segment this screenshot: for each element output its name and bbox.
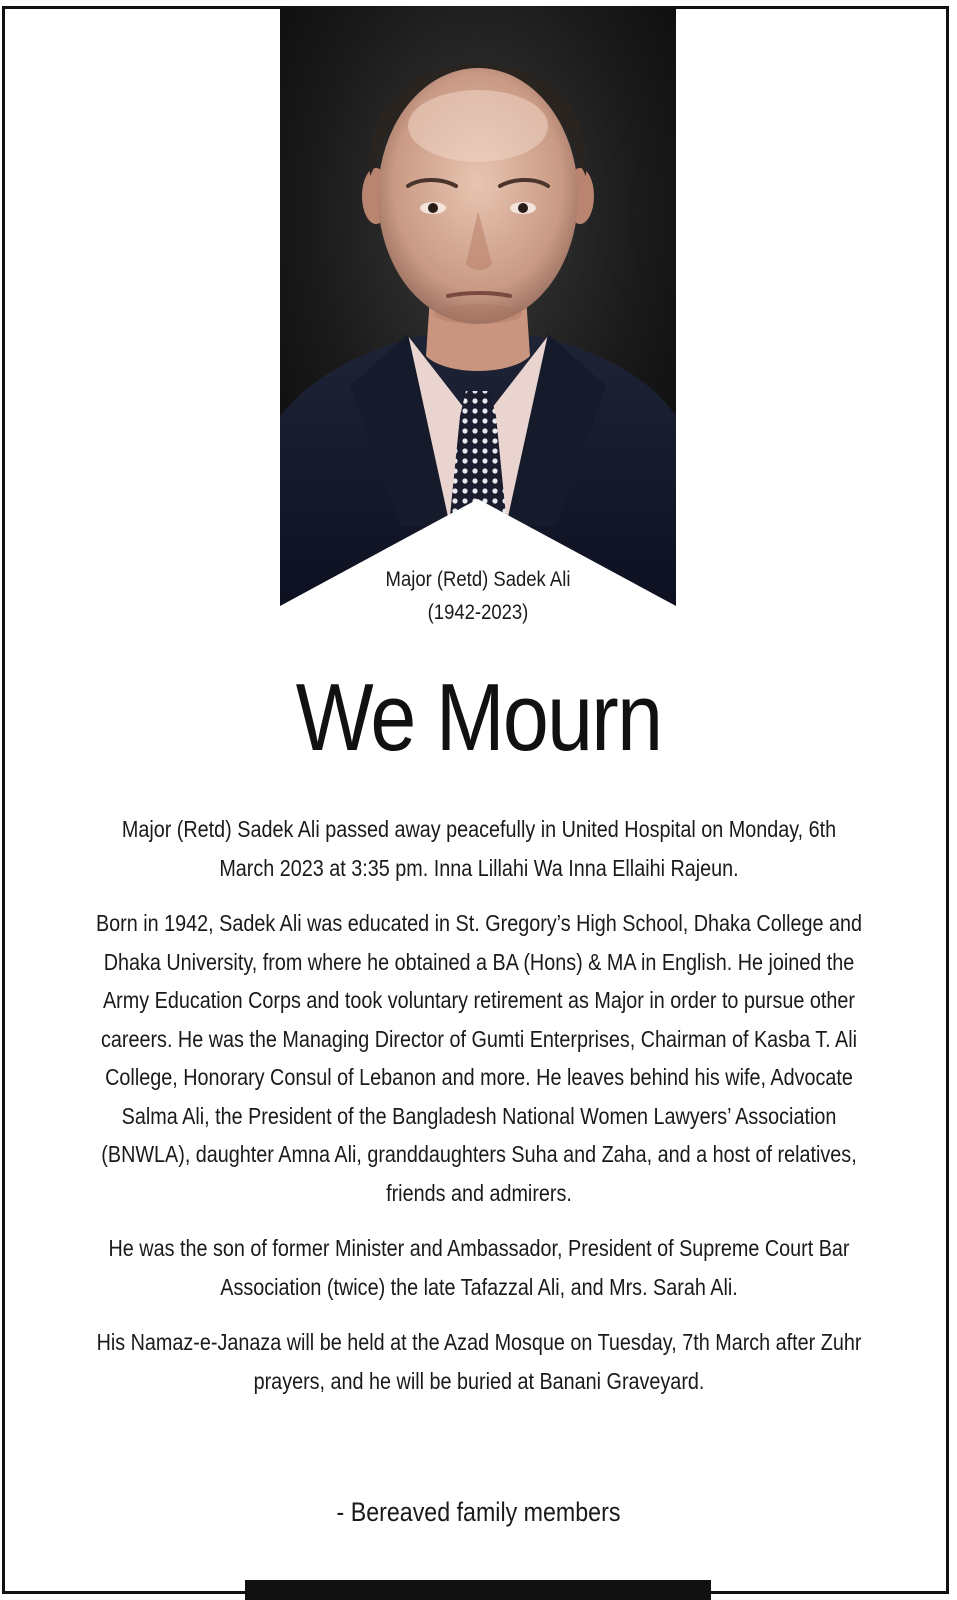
- portrait-caption: [304, 563, 652, 629]
- portrait-photo: [280, 6, 676, 606]
- subject-years: (1942-2023): [427, 601, 529, 624]
- paragraph-biography: Born in 1942, Sadek Ali was educated in St. Gregory’s High School, Dhaka College and Dhaka University, from where he obtained a BA (Hons) & MA in English. He joined the Army Education Corps and took voluntary retirement as Major in order to pursue other careers. He was the Managing Director of Gumti Enterprises, Chairman of Kasba T. Ali College, Honorary Consul of Lebanon and more. He leaves behind his wife, Advocate Salma Ali, the President of the Bangladesh National Women Lawyers’ Association (BNWLA), daughter Amna Ali, granddaughters Suha and Zaha, and a host of relatives, friends and admirers.: [95, 910, 863, 1206]
- obituary-body: [95, 810, 862, 1417]
- bottom-bar: [245, 1580, 711, 1600]
- paragraph-passing: Major (Retd) Sadek Ali passed away peacefully in United Hospital on Monday, 6th March 2023 at 3:35 pm. Inna Lillahi Wa Inna Ellaihi Rajeun.: [121, 816, 837, 881]
- sign-off: - Bereaved family members: [336, 1497, 621, 1527]
- headline: We Mourn: [295, 664, 662, 771]
- paragraph-janaza: His Namaz-e-Janaza will be held at the Azad Mosque on Tuesday, 7th March after Zuhr prayers, and he will be buried at Banani Graveyard.: [96, 1329, 862, 1394]
- portrait-illustration: [280, 6, 676, 606]
- subject-name: Major (Retd) Sadek Ali: [385, 568, 571, 591]
- paragraph-parents: He was the son of former Minister and Ambassador, President of Supreme Court Bar Association (twice) the late Tafazzal Ali, and Mrs. Sarah Ali.: [108, 1235, 850, 1300]
